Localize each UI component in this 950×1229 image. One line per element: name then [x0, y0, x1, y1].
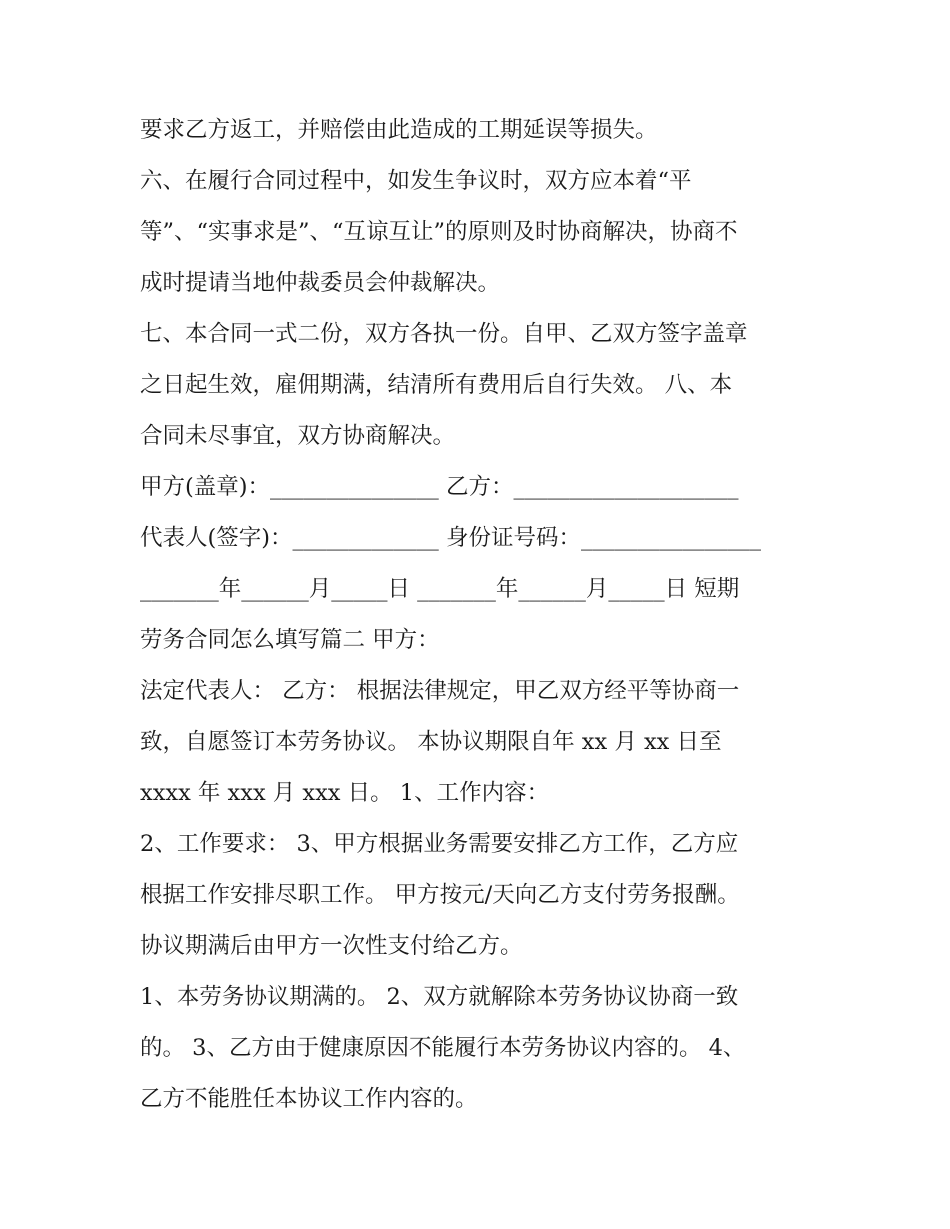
text-line: 等”、“实事求是”、“互谅互让”的原则及时协商解决，协商不: [140, 219, 738, 245]
text-line: 成时提请当地仲裁委员会仲裁解决。: [140, 270, 501, 296]
text-line: 的。 3、乙方由于健康原因不能履行本劳务协议内容的。 4、: [140, 1035, 746, 1061]
text-line: 协议期满后由甲方一次性支付给乙方。: [140, 933, 523, 959]
text-line: 致，自愿签订本劳务协议。 本协议期限自年 xx 月 xx 日至: [140, 729, 722, 755]
text-line: 法定代表人： 乙方： 根据法律规定，甲乙双方经平等协商一: [140, 678, 740, 704]
text-line: 七、本合同一式二份，双方各执一份。自甲、乙双方签字盖章: [140, 321, 748, 347]
document-body: [140, 105, 830, 1125]
text-line: 1、本劳务协议期满的。 2、双方就解除本劳务协议协商一致: [140, 984, 739, 1010]
text-line: xxxx 年 xxx 月 xxx 日。 1、工作内容：: [140, 780, 550, 806]
signature-line-representative: 代表人(签字)：_____________ 身份证号码：________________: [140, 525, 761, 551]
section-heading: 劳务合同怎么填写篇二 甲方：: [140, 627, 440, 653]
text-line: 六、在履行合同过程中，如发生争议时，双方应本着“平: [140, 168, 692, 194]
text-line: 要求乙方返工，并赔偿由此造成的工期延误等损失。: [140, 117, 658, 143]
text-line: 乙方不能胜任本协议工作内容的。: [140, 1086, 478, 1112]
text-line: 2、工作要求： 3、甲方根据业务需要安排乙方工作，乙方应: [140, 831, 739, 857]
text-line: 之日起生效，雇佣期满，结清所有费用后自行失效。 八、本: [140, 372, 733, 398]
text-line: 合同未尽事宜，双方协商解决。: [140, 423, 456, 449]
date-line: _______年______月_____日 _______年______月_____日 短期: [140, 576, 740, 602]
signature-line-party-a: 甲方(盖章)：_______________ 乙方：____________________: [140, 474, 739, 500]
text-line: 根据工作安排尽职工作。 甲方按元/天向乙方支付劳务报酬。: [140, 882, 740, 908]
